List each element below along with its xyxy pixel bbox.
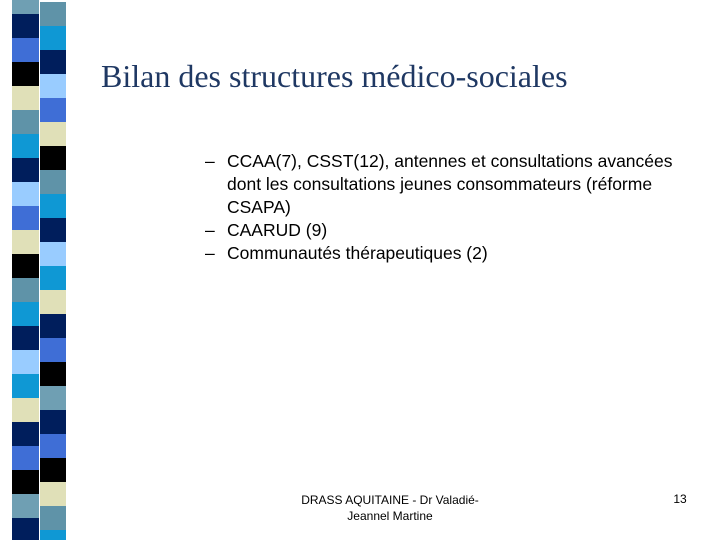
stripe-block: [12, 422, 39, 446]
stripe-block: [40, 338, 66, 362]
page-number: 13: [673, 492, 687, 506]
stripe-block: [12, 326, 39, 350]
stripe-block: [40, 170, 66, 194]
stripe-block: [40, 242, 66, 266]
stripe-block: [12, 38, 39, 62]
stripe-block: [40, 98, 66, 122]
bullet-dash: –: [205, 243, 215, 263]
stripe-block: [12, 14, 39, 38]
stripe-block: [12, 470, 39, 494]
stripe-block: [12, 302, 39, 326]
footer-text: [270, 492, 510, 524]
bullet-item: [205, 219, 675, 242]
bullet-text: Communautés thérapeutiques (2): [227, 243, 488, 263]
stripe-block: [40, 122, 66, 146]
stripe-block: [40, 362, 66, 386]
stripe-block: [12, 350, 39, 374]
stripe-block: [40, 2, 66, 26]
bullet-item: [205, 150, 675, 219]
stripe-block: [40, 530, 66, 540]
stripe-block: [40, 194, 66, 218]
stripe-block: [12, 398, 39, 422]
bullet-dash: –: [205, 220, 215, 240]
stripe-block: [12, 374, 39, 398]
stripe-block: [40, 434, 66, 458]
stripe-block: [40, 26, 66, 50]
stripe-block: [40, 266, 66, 290]
stripe-block: [40, 386, 66, 410]
slide-title: Bilan des structures médico-sociales: [101, 58, 568, 94]
stripe-block: [12, 518, 39, 540]
bullet-text: CCAA(7), CSST(12), antennes et consultations avancées dont les consultations jeunes consommateurs (réforme CSAPA): [227, 151, 673, 217]
stripe-block: [40, 314, 66, 338]
footer-line-1: DRASS AQUITAINE - Dr Valadié-: [301, 493, 479, 507]
stripe-block: [12, 206, 39, 230]
footer-line-2: Jeannel Martine: [347, 509, 433, 523]
stripe-block: [40, 50, 66, 74]
stripe-block: [40, 218, 66, 242]
stripe-block: [40, 146, 66, 170]
stripe-block: [40, 290, 66, 314]
bullet-item: [205, 242, 675, 265]
stripe-block: [40, 482, 66, 506]
bullet-list: [205, 150, 675, 265]
decorative-stripe: [0, 0, 70, 540]
stripe-block: [40, 74, 66, 98]
stripe-block: [12, 86, 39, 110]
stripe-block: [12, 446, 39, 470]
stripe-block: [12, 182, 39, 206]
stripe-block: [12, 0, 39, 14]
stripe-block: [40, 458, 66, 482]
stripe-block: [12, 254, 39, 278]
stripe-block: [12, 62, 39, 86]
stripe-block: [12, 134, 39, 158]
stripe-block: [40, 506, 66, 530]
bullet-text: CAARUD (9): [227, 220, 328, 240]
stripe-block: [12, 230, 39, 254]
stripe-block: [40, 410, 66, 434]
bullet-dash: –: [205, 151, 215, 171]
stripe-block: [12, 494, 39, 518]
stripe-block: [12, 110, 39, 134]
stripe-block: [12, 158, 39, 182]
stripe-block: [12, 278, 39, 302]
